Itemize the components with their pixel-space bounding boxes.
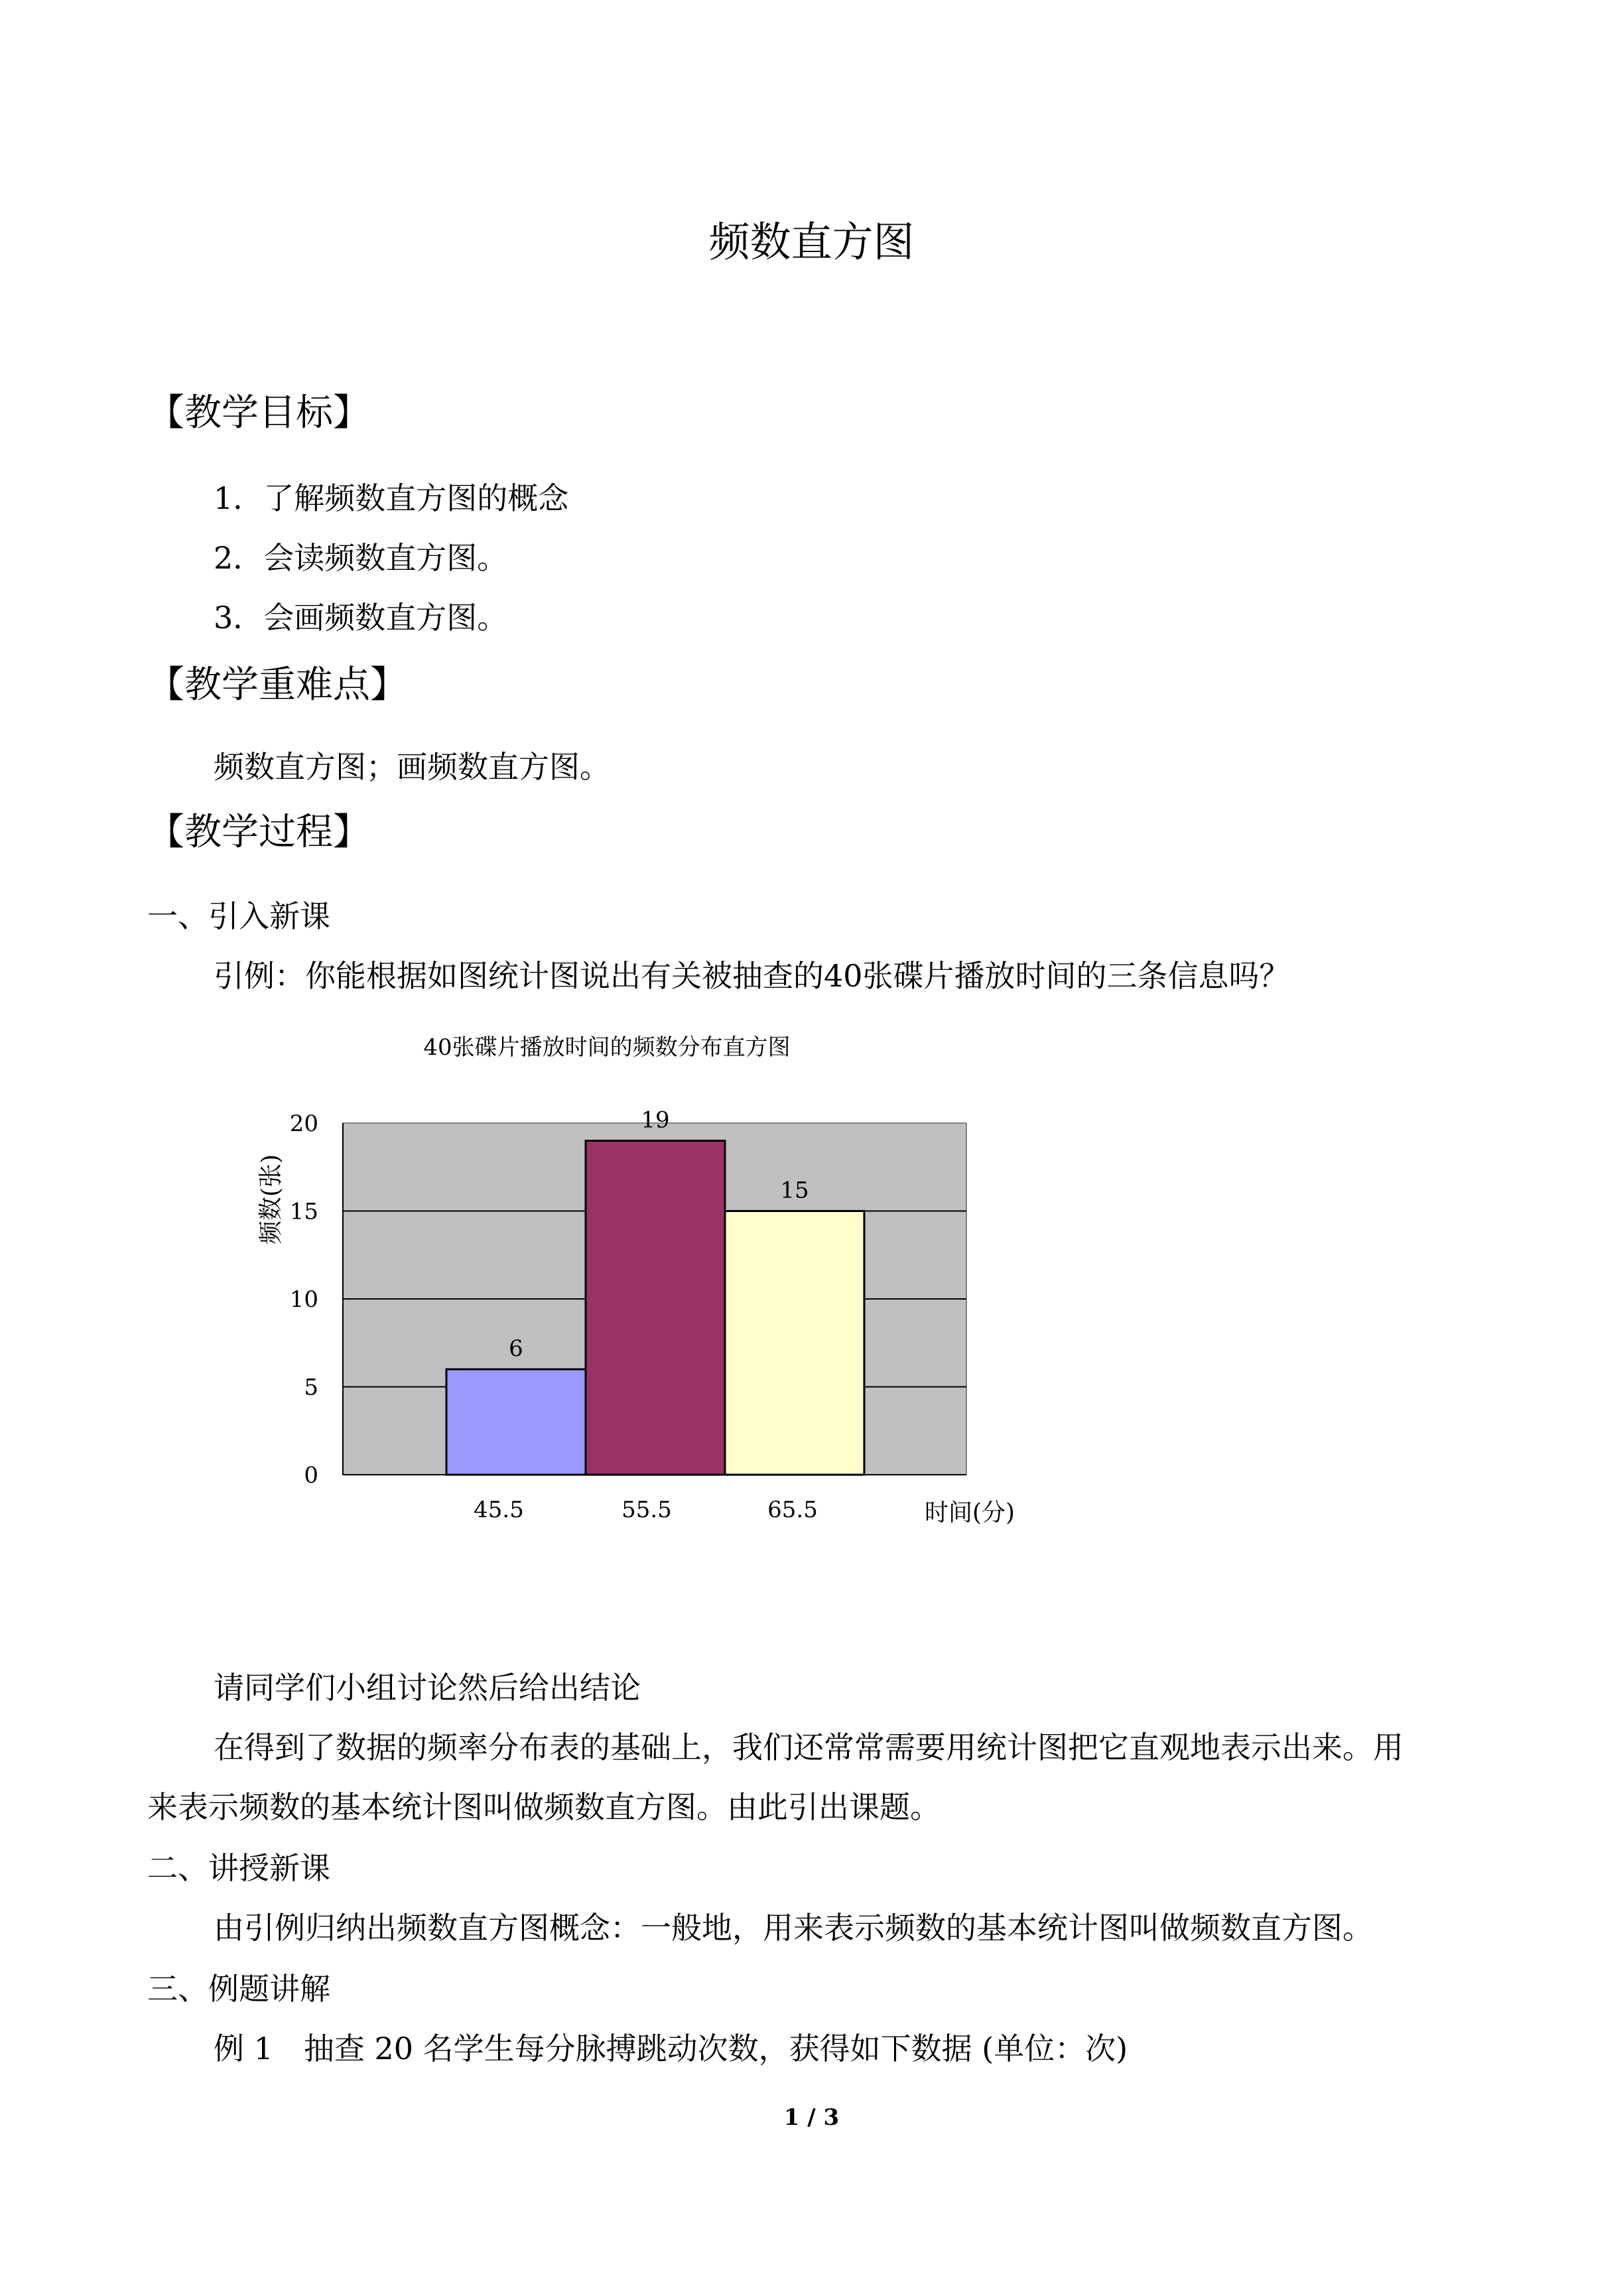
y-tick-label: 0 xyxy=(304,1462,318,1489)
y-tick-label: 5 xyxy=(304,1374,318,1401)
histogram-bar xyxy=(446,1369,586,1475)
x-tick-label: 45.5 xyxy=(474,1497,524,1523)
goal-item-2: 2．会读频数直方图。 xyxy=(214,540,508,576)
concept-text: 由引例归纳出频数直方图概念：一般地，用来表示频数的基本统计图叫做频数直方图。 xyxy=(214,1910,1373,1946)
histogram-bar xyxy=(586,1141,725,1475)
y-tick-label: 20 xyxy=(289,1111,318,1137)
part-heading-1: 一、引入新课 xyxy=(147,898,330,934)
histogram-bar xyxy=(725,1211,864,1475)
section-heading-process: 【教学过程】 xyxy=(147,811,370,854)
example-intro: 引例：你能根据如图统计图说出有关被抽查的40张碟片播放时间的三条信息吗？ xyxy=(214,958,1290,994)
part-heading-2: 二、讲授新课 xyxy=(147,1850,330,1886)
bar-data-label: 19 xyxy=(641,1107,670,1134)
goal-item-1: 1．了解频数直方图的概念 xyxy=(214,480,569,516)
key-points-text: 频数直方图；画频数直方图。 xyxy=(214,749,610,785)
x-axis-label: 时间(分) xyxy=(924,1499,1015,1526)
paragraph-line-1: 在得到了数据的频率分布表的基础上，我们还常常需要用统计图把它直观地表示出来。用 xyxy=(214,1729,1403,1765)
section-heading-key-points: 【教学重难点】 xyxy=(147,663,407,707)
example-1: 例 1 抽查 20 名学生每分脉搏跳动次数，获得如下数据 (单位：次) xyxy=(214,2031,1128,2066)
bar-data-label: 15 xyxy=(780,1177,809,1204)
chart-title: 40张碟片播放时间的频数分布直方图 xyxy=(423,1034,791,1061)
x-tick-label: 55.5 xyxy=(621,1497,672,1523)
discussion-prompt: 请同学们小组讨论然后给出结论 xyxy=(214,1670,641,1706)
page-title: 频数直方图 xyxy=(708,218,915,266)
goal-item-3: 3．会画频数直方图。 xyxy=(214,600,508,636)
x-tick-label: 65.5 xyxy=(767,1497,818,1523)
part-heading-3: 三、例题讲解 xyxy=(147,1971,330,2007)
bar-data-label: 6 xyxy=(509,1335,523,1362)
y-tick-label: 15 xyxy=(289,1198,318,1225)
y-tick-label: 10 xyxy=(289,1286,318,1313)
page-number: 1 / 3 xyxy=(783,2104,840,2131)
histogram-chart xyxy=(239,1022,1015,1546)
section-heading-goals: 【教学目标】 xyxy=(147,391,370,435)
y-axis-label: 频数(张) xyxy=(257,1154,285,1245)
paragraph-line-2: 来表示频数的基本统计图叫做频数直方图。由此引出课题。 xyxy=(147,1789,941,1825)
